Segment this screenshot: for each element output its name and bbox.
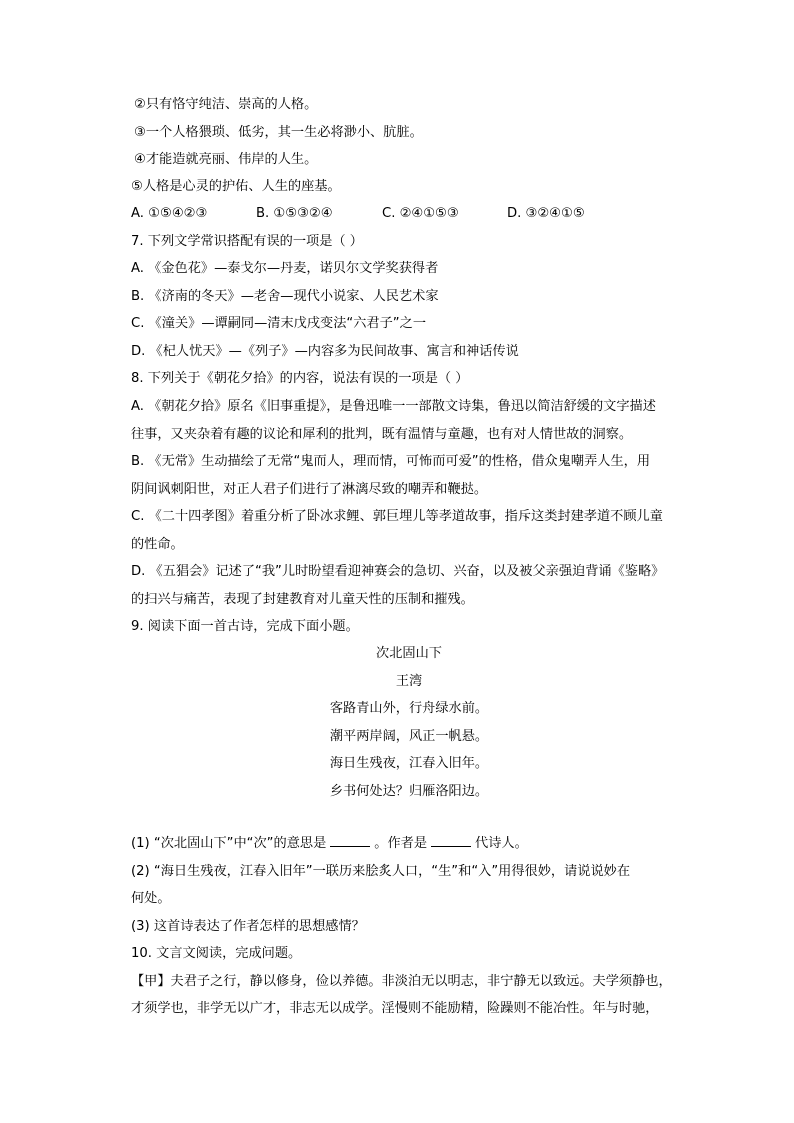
q9-sub1-text-a: (1) “次北固山下”中“次”的意思是 [131,836,327,851]
sentence-3: ③一个人格猥琐、低劣，其一生必将渺小、肮脏。 [134,125,423,140]
q9-sub2-line1: (2) “海日生残夜，江春入旧年”一联历来脍炙人口，“生”和“入”用得很妙，请说说妙在 [131,864,631,879]
q8-option-a-line2[interactable]: 往事，又夹杂着有趣的议论和犀利的批判，既有温情与童趣，也有对人情世故的洞察。 [131,427,633,442]
q7-stem: 7. 下列文学常识搭配有误的一项是（ ） [131,234,363,249]
poem-line: 乡书何处达？归雁洛阳边。 [329,784,489,799]
sentence-2: ②只有恪守纯洁、崇高的人格。 [134,97,318,112]
q9-sub1 [131,834,528,854]
poem-line: 客路青山外，行舟绿水前。 [329,701,489,716]
poem-title: 次北固山下 [376,646,442,661]
q8-option-c-line1[interactable]: C. 《二十四孝图》着重分析了卧冰求鲤、郭巨埋儿等孝道故事，指斥这类封建孝道不顾儿童 [131,509,663,524]
q8-option-b-line2[interactable]: 阴间讽刺阳世，对正人君子们进行了淋漓尽致的嘲弄和鞭挞。 [131,482,488,497]
q6-options [131,204,585,224]
q9-sub2-line2: 何处。 [131,891,171,906]
q9-sub3: (3) 这首诗表达了作者怎样的思想感情？ [131,919,365,934]
q8-option-a-line1[interactable]: A. 《朝花夕拾》原名《旧事重提》，是鲁迅唯一一部散文诗集，鲁迅以简洁舒缓的文字描述 [131,399,656,414]
q7-option-d[interactable]: D. 《杞人忧天》—《列子》—内容多为民间故事、寓言和神话传说 [131,344,519,359]
sentence-5: ⑤人格是心灵的护佑、人生的座基。 [131,179,341,194]
q6-option-c[interactable]: C. ②④①⑤③ [382,206,459,221]
q8-option-c-line2[interactable]: 的性命。 [131,537,184,552]
q7-option-c[interactable]: C. 《潼关》—谭嗣同—清末戊戌变法“六君子”之一 [131,316,427,331]
answer-blank-1[interactable] [330,834,370,847]
q10-jia-line2: 才须学也，非学无以广才，非志无以成学。淫慢则不能励精，险躁则不能冶性。年与时驰， [131,1001,659,1016]
q8-stem: 8. 下列关于《朝花夕拾》的内容，说法有误的一项是（ ） [131,371,469,386]
q6-option-a[interactable]: A. ①⑤④②③ [131,206,208,221]
q6-option-d[interactable]: D. ③②④①⑤ [507,206,585,221]
q10-stem: 10. 文言文阅读，完成问题。 [131,946,302,961]
q8-option-d-line1[interactable]: D. 《五猖会》记述了“我”儿时盼望看迎神赛会的急切、兴奋，以及被父亲强迫背诵《鉴略》 [131,564,665,579]
poem-author: 王湾 [395,674,423,689]
q10-jia-line1: 【甲】夫君子之行，静以修身，俭以养德。非淡泊无以明志，非宁静无以致远。夫学须静也， [131,974,672,989]
poem-line: 潮平两岸阔，风正一帆悬。 [329,729,489,744]
sentence-4: ④才能造就亮丽、伟岸的人生。 [134,152,318,167]
q8-option-d-line2[interactable]: 的扫兴与痛苦，表现了封建教育对儿童天性的压制和摧残。 [131,592,474,607]
q8-option-b-line1[interactable]: B. 《无常》生动描绘了无常“鬼而人，理而情，可怖而可爱”的性格，借众鬼嘲弄人生，用 [131,454,651,469]
answer-blank-2[interactable] [431,834,471,847]
q9-sub1-text-c: 代诗人。 [475,836,528,851]
poem-line: 海日生残夜，江春入旧年。 [329,756,489,771]
q6-option-b[interactable]: B. ①⑤③②④ [256,206,333,221]
q7-option-b[interactable]: B. 《济南的冬天》—老舍—现代小说家、人民艺术家 [131,289,439,304]
q9-sub1-text-b: 。作者是 [374,836,428,851]
q9-stem: 9. 阅读下面一首古诗，完成下面小题。 [131,619,359,634]
q7-option-a[interactable]: A. 《金色花》—泰戈尔—丹麦，诺贝尔文学奖获得者 [131,261,439,276]
